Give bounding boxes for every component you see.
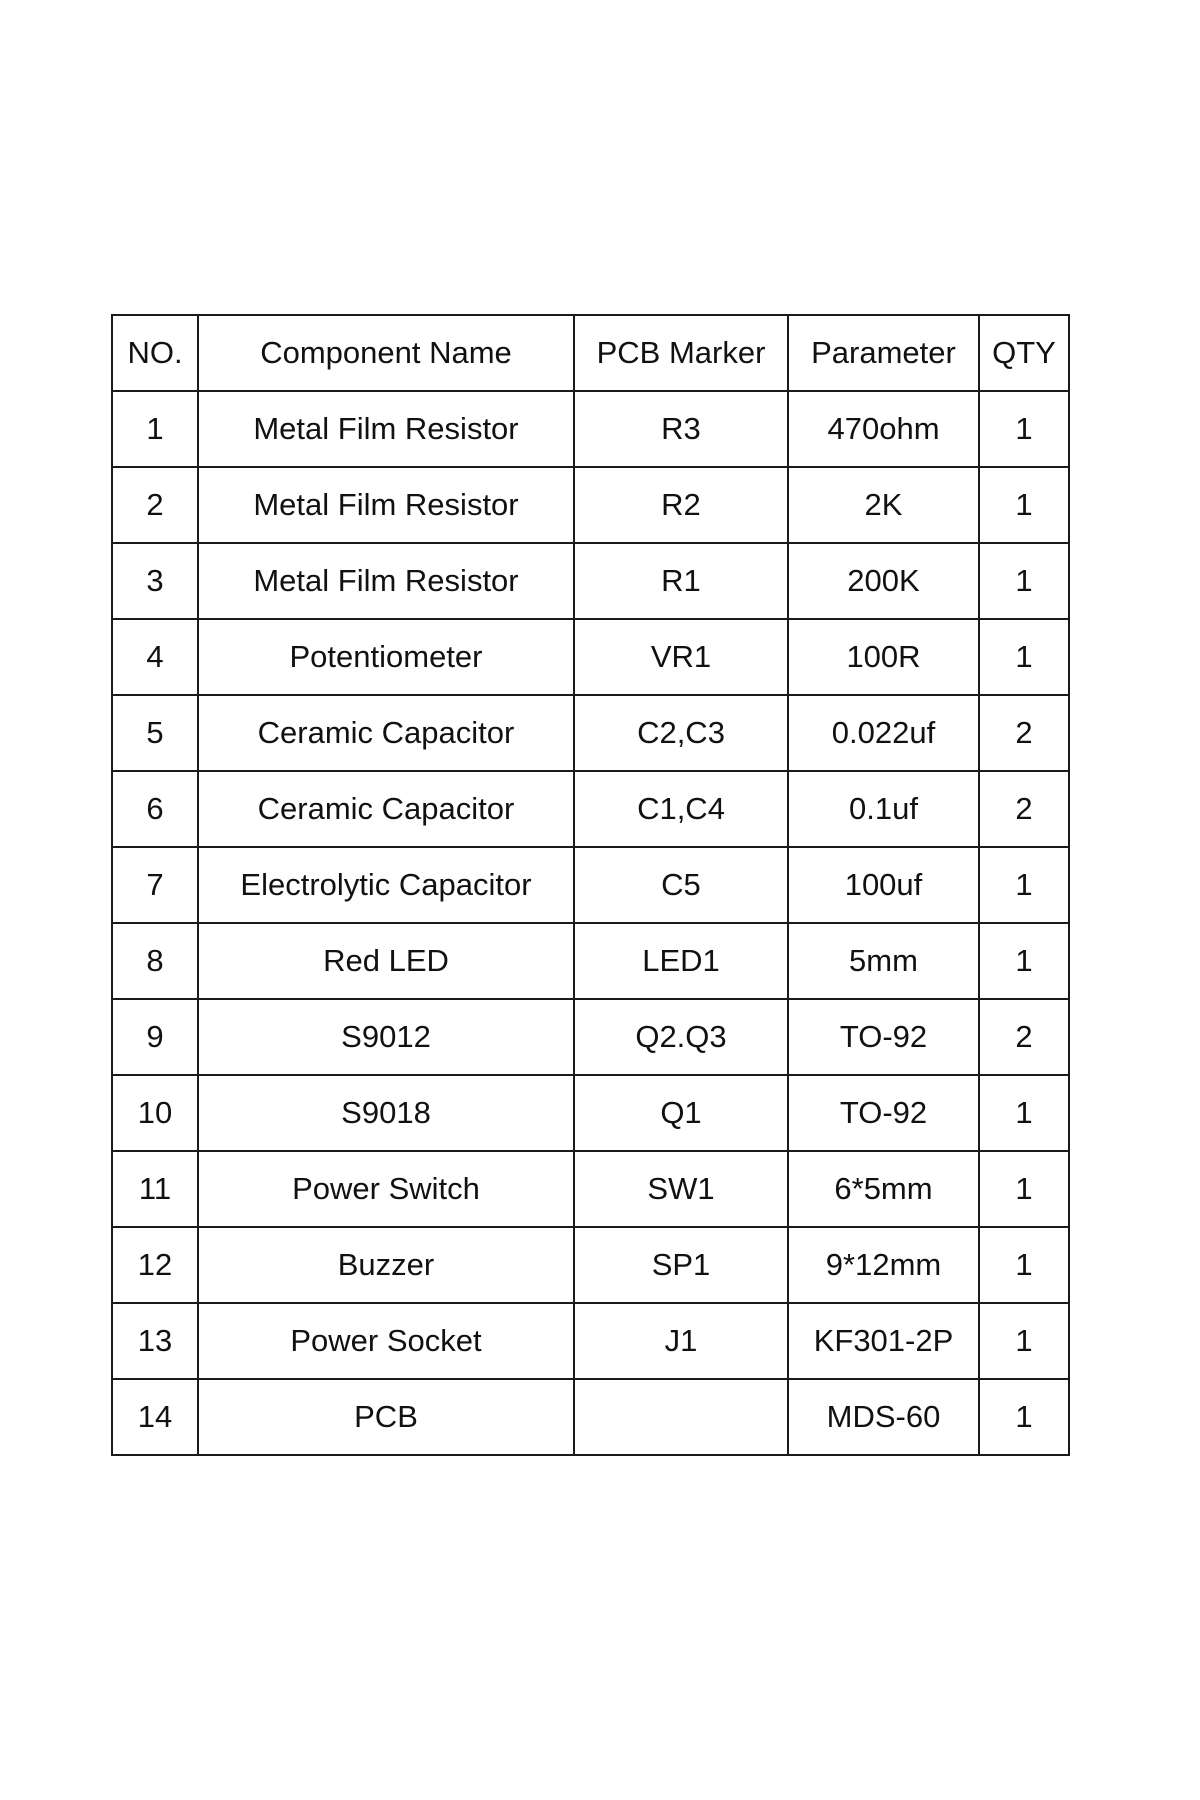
table-row xyxy=(112,391,1069,467)
cell-qty: 2 xyxy=(979,999,1069,1075)
cell-no: 9 xyxy=(112,999,198,1075)
table-row xyxy=(112,619,1069,695)
cell-no: 3 xyxy=(112,543,198,619)
cell-component-name: Metal Film Resistor xyxy=(198,391,574,467)
cell-qty: 1 xyxy=(979,1227,1069,1303)
table-row xyxy=(112,695,1069,771)
cell-component-name: S9012 xyxy=(198,999,574,1075)
header-parameter: Parameter xyxy=(788,315,979,391)
cell-qty: 1 xyxy=(979,543,1069,619)
cell-pcb-marker: R1 xyxy=(574,543,788,619)
cell-qty: 2 xyxy=(979,695,1069,771)
table-row xyxy=(112,923,1069,999)
cell-parameter: 0.022uf xyxy=(788,695,979,771)
cell-pcb-marker: C1,C4 xyxy=(574,771,788,847)
cell-pcb-marker xyxy=(574,1379,788,1455)
cell-component-name: Buzzer xyxy=(198,1227,574,1303)
cell-no: 12 xyxy=(112,1227,198,1303)
table-row xyxy=(112,1151,1069,1227)
cell-no: 13 xyxy=(112,1303,198,1379)
cell-component-name: PCB xyxy=(198,1379,574,1455)
cell-pcb-marker: Q1 xyxy=(574,1075,788,1151)
bom-table-container xyxy=(111,314,1070,1456)
cell-pcb-marker: C2,C3 xyxy=(574,695,788,771)
table-header-row xyxy=(112,315,1069,391)
header-component-name: Component Name xyxy=(198,315,574,391)
cell-pcb-marker: Q2.Q3 xyxy=(574,999,788,1075)
cell-pcb-marker: R2 xyxy=(574,467,788,543)
cell-parameter: 2K xyxy=(788,467,979,543)
cell-parameter: TO-92 xyxy=(788,1075,979,1151)
cell-pcb-marker: VR1 xyxy=(574,619,788,695)
table-row xyxy=(112,467,1069,543)
cell-parameter: 6*5mm xyxy=(788,1151,979,1227)
cell-component-name: Ceramic Capacitor xyxy=(198,695,574,771)
table-row xyxy=(112,1075,1069,1151)
cell-component-name: Metal Film Resistor xyxy=(198,467,574,543)
cell-parameter: 100R xyxy=(788,619,979,695)
cell-component-name: Ceramic Capacitor xyxy=(198,771,574,847)
cell-no: 7 xyxy=(112,847,198,923)
cell-parameter: 0.1uf xyxy=(788,771,979,847)
cell-component-name: S9018 xyxy=(198,1075,574,1151)
cell-no: 10 xyxy=(112,1075,198,1151)
cell-pcb-marker: R3 xyxy=(574,391,788,467)
cell-no: 6 xyxy=(112,771,198,847)
table-row xyxy=(112,543,1069,619)
cell-qty: 2 xyxy=(979,771,1069,847)
component-list-table xyxy=(111,314,1070,1456)
cell-qty: 1 xyxy=(979,923,1069,999)
table-row xyxy=(112,1227,1069,1303)
header-qty: QTY xyxy=(979,315,1069,391)
cell-component-name: Metal Film Resistor xyxy=(198,543,574,619)
cell-parameter: 470ohm xyxy=(788,391,979,467)
table-row xyxy=(112,771,1069,847)
cell-component-name: Electrolytic Capacitor xyxy=(198,847,574,923)
header-no: NO. xyxy=(112,315,198,391)
cell-parameter: 9*12mm xyxy=(788,1227,979,1303)
cell-component-name: Power Switch xyxy=(198,1151,574,1227)
cell-component-name: Red LED xyxy=(198,923,574,999)
table-row xyxy=(112,847,1069,923)
table-row xyxy=(112,1303,1069,1379)
cell-component-name: Potentiometer xyxy=(198,619,574,695)
cell-pcb-marker: SW1 xyxy=(574,1151,788,1227)
cell-parameter: 100uf xyxy=(788,847,979,923)
cell-qty: 1 xyxy=(979,467,1069,543)
cell-no: 4 xyxy=(112,619,198,695)
cell-qty: 1 xyxy=(979,1303,1069,1379)
cell-parameter: 5mm xyxy=(788,923,979,999)
cell-qty: 1 xyxy=(979,1075,1069,1151)
table-row xyxy=(112,1379,1069,1455)
cell-qty: 1 xyxy=(979,1379,1069,1455)
cell-parameter: 200K xyxy=(788,543,979,619)
cell-qty: 1 xyxy=(979,847,1069,923)
cell-qty: 1 xyxy=(979,619,1069,695)
cell-pcb-marker: J1 xyxy=(574,1303,788,1379)
cell-no: 8 xyxy=(112,923,198,999)
cell-qty: 1 xyxy=(979,391,1069,467)
header-pcb-marker: PCB Marker xyxy=(574,315,788,391)
cell-no: 14 xyxy=(112,1379,198,1455)
cell-pcb-marker: SP1 xyxy=(574,1227,788,1303)
cell-no: 1 xyxy=(112,391,198,467)
cell-component-name: Power Socket xyxy=(198,1303,574,1379)
cell-parameter: TO-92 xyxy=(788,999,979,1075)
cell-pcb-marker: LED1 xyxy=(574,923,788,999)
cell-parameter: MDS-60 xyxy=(788,1379,979,1455)
cell-pcb-marker: C5 xyxy=(574,847,788,923)
table-row xyxy=(112,999,1069,1075)
cell-qty: 1 xyxy=(979,1151,1069,1227)
cell-no: 5 xyxy=(112,695,198,771)
cell-no: 11 xyxy=(112,1151,198,1227)
cell-no: 2 xyxy=(112,467,198,543)
cell-parameter: KF301-2P xyxy=(788,1303,979,1379)
